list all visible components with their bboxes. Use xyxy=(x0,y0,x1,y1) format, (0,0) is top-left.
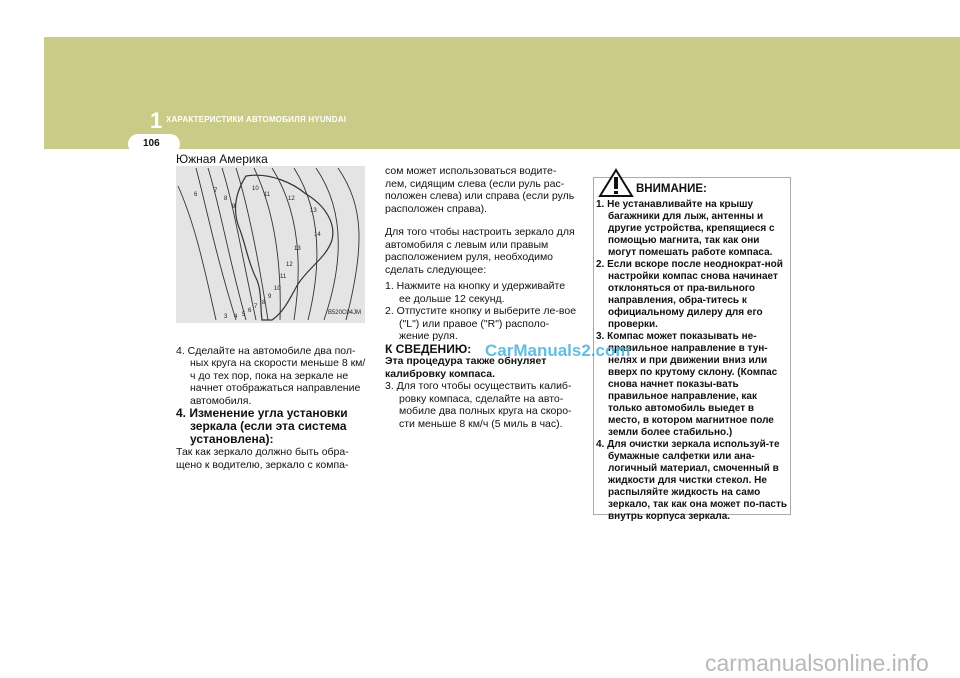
section-heading: 4. Изменение угла установки зеркала (если эта система установлена): xyxy=(176,406,348,446)
left-column xyxy=(176,153,366,471)
zone-label: 12 xyxy=(286,261,293,268)
chapter-title: ХАРАКТЕРИСТИКИ АВТОМОБИЛЯ HYUNDAI xyxy=(166,115,347,124)
zone-label: 12 xyxy=(288,195,295,202)
warning-list xyxy=(596,199,788,523)
header-band xyxy=(44,37,960,149)
zone-label: 4 xyxy=(234,313,238,320)
zone-label: 10 xyxy=(274,285,281,292)
zone-label: 9 xyxy=(232,203,236,210)
page-number: 106 xyxy=(143,138,160,149)
warning-item: 3. Компас может показывать не-правильное направление в тун-нелях и при движении вниз или вверх по крутому склону. (Компас снова начнет показы-вать правильное направление, как только автомобиль выедет в место, в котором магнитное поле земли более стабильно.) xyxy=(596,331,778,438)
section-text: Так как зеркало должно быть обра-щено к водителю, зеркало с компа- xyxy=(176,446,349,471)
zone-label: 13 xyxy=(310,207,317,214)
step-3-text: 3. Для того чтобы осуществить калиб-ровку компаса, сделайте на авто-мобиле два полных круга на скоро-сти меньше 8 км/ч (5 миль в час). xyxy=(385,380,572,430)
zone-label: 13 xyxy=(294,245,301,252)
carmanuals-watermark: CarManuals2.com xyxy=(485,341,631,360)
zone-label: 11 xyxy=(280,273,287,280)
warning-item: 1. Не устанавливайте на крышу багажники для лыж, антенны и другие устройства, крепящиеся с помощью магнита, так как они могут помешать работе компаса. xyxy=(596,199,775,258)
zone-label: 5 xyxy=(242,311,246,318)
warning-triangle-icon xyxy=(598,168,634,198)
zone-label: 9 xyxy=(268,293,272,300)
zone-label: 7 xyxy=(254,303,258,310)
south-america-zone-map xyxy=(176,166,365,323)
step-4-text: 4. Сделайте на автомобиле два пол-ных круга на скорости меньше 8 км/ч до тех пор, пока на зеркале не начнет отображаться направление автомобиля. xyxy=(176,344,366,407)
zone-label: 6 xyxy=(248,307,252,314)
paragraph-2: Для того чтобы настроить зеркало для автомобиля с левым или правым расположением руля, необходимо сделать следующее: xyxy=(385,226,575,276)
note-heading: К СВЕДЕНИЮ: xyxy=(385,341,472,356)
warning-title: ВНИМАНИЕ: xyxy=(636,183,707,195)
note-text: Эта процедура также обнуляет калибровку компаса. xyxy=(385,355,547,380)
map-title: Южная Америка xyxy=(176,152,268,166)
site-watermark: carmanualsonline.info xyxy=(705,650,929,676)
zone-map-image xyxy=(176,166,365,323)
zone-label: 14 xyxy=(314,231,321,238)
step-1-text: 1. Нажмите на кнопку и удерживайте ее дольше 12 секунд. xyxy=(385,280,566,305)
zone-label: 6 xyxy=(194,191,198,198)
chapter-number: 1 xyxy=(150,108,163,133)
zone-label: 11 xyxy=(264,191,271,198)
step-2-text: 2. Отпустите кнопку и выберите ле-вое ("L") или правое ("R") располо-жение руля. xyxy=(385,305,577,342)
paragraph-1: сом может использоваться водите-лем, сидящим слева (если руль рас-положен слева) или справа (если руль расположен справа). xyxy=(385,165,575,215)
warning-item: 4. Для очистки зеркала используй-те бумажные салфетки или ана-логичный материал, смоченный в жидкости для чистки стекол. Не распыляйте жидкость на само зеркало, так как она может по-пасть внутрь корпуса зеркала. xyxy=(596,439,788,522)
map-code: B520C04JM xyxy=(327,310,361,316)
zone-label: 10 xyxy=(252,185,259,192)
zone-label: 3 xyxy=(224,313,228,320)
middle-column xyxy=(385,165,577,430)
zone-label: 8 xyxy=(224,195,228,202)
zone-label: 7 xyxy=(214,187,218,194)
warning-item: 2. Если вскоре после неоднократ-ной настройки компас снова начинает отклоняться от пра-вильного направления, обра-титесь к официальному дилеру для его проверки. xyxy=(596,259,783,330)
zone-label: 8 xyxy=(262,299,266,306)
